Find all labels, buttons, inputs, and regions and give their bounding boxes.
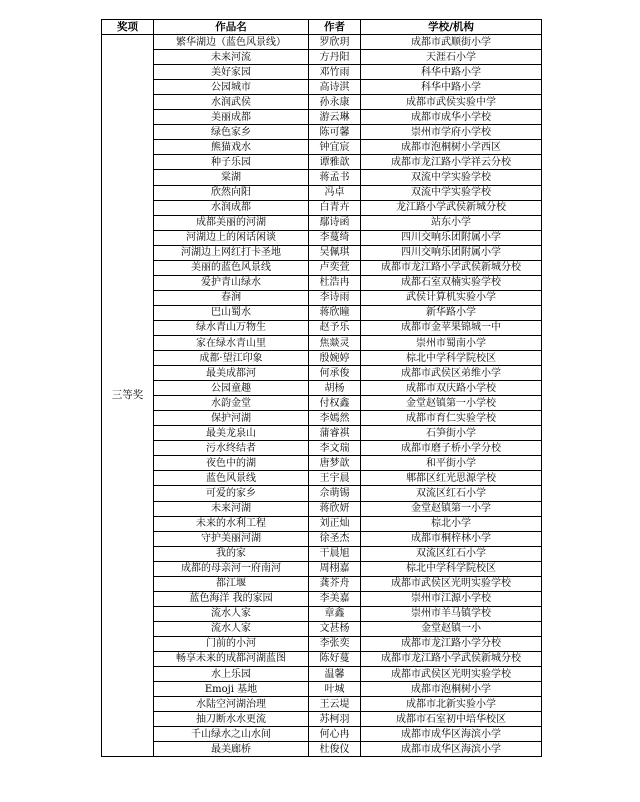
author-cell: 胡杨	[309, 381, 361, 396]
table-row	[102, 230, 542, 245]
table-row	[102, 501, 542, 516]
work-title-cell: 畅享未来的成都河湖蓝图	[154, 651, 309, 666]
table-row	[102, 80, 542, 95]
work-title-cell: 抽刀断水水更流	[154, 712, 309, 727]
work-title-cell: 守护美丽河湖	[154, 531, 309, 546]
school-cell: 成都市龙江路小学武侯新城分校	[361, 651, 542, 666]
author-cell: 赵予乐	[309, 320, 361, 335]
school-cell: 四川交响乐团附属小学	[361, 230, 542, 245]
school-cell: 成都市双庆路小学校	[361, 381, 542, 396]
table-row	[102, 396, 542, 411]
school-cell: 成都市武侯区弟维小学	[361, 366, 542, 381]
work-title-cell: 千山绿水之山水间	[154, 727, 309, 742]
work-title-cell: 未来河流	[154, 50, 309, 65]
table-row	[102, 727, 542, 742]
award-level-cell: 三等奖	[102, 35, 154, 757]
work-title-cell: 公园童趣	[154, 381, 309, 396]
work-title-cell: 巴山蜀水	[154, 305, 309, 320]
work-title-cell: 水润成都	[154, 200, 309, 215]
school-cell: 科华中路小学	[361, 65, 542, 80]
table-row	[102, 636, 542, 651]
author-cell: 唐梦歆	[309, 456, 361, 471]
author-cell: 佘萌锡	[309, 486, 361, 501]
school-cell: 新华路小学	[361, 305, 542, 320]
author-cell: 刘正灿	[309, 516, 361, 531]
author-cell: 陈可馨	[309, 125, 361, 140]
table-row	[102, 486, 542, 501]
work-title-cell: 蓝色风景线	[154, 471, 309, 486]
table-row	[102, 742, 542, 757]
school-cell: 石笋街小学	[361, 426, 542, 441]
school-cell: 成都石室双楠实验学校	[361, 275, 542, 290]
author-cell: 高诗淇	[309, 80, 361, 95]
table-row	[102, 471, 542, 486]
work-title-cell: 未来的水利工程	[154, 516, 309, 531]
school-cell: 天涯石小学	[361, 50, 542, 65]
work-title-cell: 水陆空河湖治理	[154, 697, 309, 712]
school-cell: 成都市育仁实验学校	[361, 411, 542, 426]
header-award: 奖项	[102, 20, 154, 35]
work-title-cell: 成都的母亲河一府南河	[154, 561, 309, 576]
author-cell: 温馨	[309, 667, 361, 682]
table-row	[102, 335, 542, 350]
author-cell: 焦燚灵	[309, 335, 361, 350]
school-cell: 双流区红石小学	[361, 486, 542, 501]
table-row	[102, 110, 542, 125]
school-cell: 成都市石室初中培华校区	[361, 712, 542, 727]
table-row	[102, 381, 542, 396]
author-cell: 孙永康	[309, 95, 361, 110]
work-title-cell: 未来河湖	[154, 501, 309, 516]
table-row	[102, 546, 542, 561]
table-row	[102, 35, 542, 50]
table-row	[102, 260, 542, 275]
table-row	[102, 411, 542, 426]
work-title-cell: 保护河湖	[154, 411, 309, 426]
author-cell: 游云琳	[309, 110, 361, 125]
table-row	[102, 621, 542, 636]
author-cell: 王宇晨	[309, 471, 361, 486]
work-title-cell: 流水人家	[154, 621, 309, 636]
school-cell: 成都市武顺街小学	[361, 35, 542, 50]
school-cell: 双流中学实验学校	[361, 170, 542, 185]
work-title-cell: 水韵金堂	[154, 396, 309, 411]
author-cell: 周栩嘉	[309, 561, 361, 576]
school-cell: 成都市武侯实验中学	[361, 95, 542, 110]
table-row	[102, 697, 542, 712]
table-row	[102, 95, 542, 110]
author-cell: 谭雅歆	[309, 155, 361, 170]
work-title-cell: 河湖边上网红打卡圣地	[154, 245, 309, 260]
school-cell: 四川交响乐团附属小学	[361, 245, 542, 260]
author-cell: 文甚杨	[309, 621, 361, 636]
table-row	[102, 50, 542, 65]
school-cell: 崇州市学府小学校	[361, 125, 542, 140]
author-cell: 邓竹雨	[309, 65, 361, 80]
author-cell: 陈好蔓	[309, 651, 361, 666]
author-cell: 蒋孟书	[309, 170, 361, 185]
work-title-cell: 最美廊桥	[154, 742, 309, 757]
table-row	[102, 275, 542, 290]
work-title-cell: 春涧	[154, 290, 309, 305]
table-row	[102, 667, 542, 682]
work-title-cell: Emoji 基地	[154, 682, 309, 697]
table-row	[102, 185, 542, 200]
school-cell: 双流区红石小学	[361, 546, 542, 561]
table-body	[102, 35, 542, 757]
work-title-cell: 欣然向阳	[154, 185, 309, 200]
school-cell: 成都市龙江路小学武侯新城分校	[361, 260, 542, 275]
author-cell: 龚芥舟	[309, 576, 361, 591]
work-title-cell: 可爱的家乡	[154, 486, 309, 501]
header-work: 作品名	[154, 20, 309, 35]
school-cell: 成都市武侯区光明实验学校	[361, 667, 542, 682]
school-cell: 成都市龙江路小学分校	[361, 636, 542, 651]
school-cell: 成都市泡桐树小学西区	[361, 140, 542, 155]
work-title-cell: 河湖边上的闲话闲谈	[154, 230, 309, 245]
author-cell: 徐圣杰	[309, 531, 361, 546]
school-cell: 龙江路小学武侯新城分校	[361, 200, 542, 215]
author-cell: 吴佩琪	[309, 245, 361, 260]
work-title-cell: 成都·望江印象	[154, 351, 309, 366]
author-cell: 叶城	[309, 682, 361, 697]
work-title-cell: 蓝色海洋 我的家园	[154, 591, 309, 606]
author-cell: 鄢诗函	[309, 215, 361, 230]
author-cell: 李文瑞	[309, 441, 361, 456]
school-cell: 郫都区红光思源学校	[361, 471, 542, 486]
author-cell: 卢奕萱	[309, 260, 361, 275]
work-title-cell: 都江堰	[154, 576, 309, 591]
work-title-cell: 爱护青山绿水	[154, 275, 309, 290]
table-row	[102, 351, 542, 366]
school-cell: 成都市金苹果锦城一中	[361, 320, 542, 335]
table-row	[102, 561, 542, 576]
author-cell: 杜浩冉	[309, 275, 361, 290]
work-title-cell: 污水终结者	[154, 441, 309, 456]
author-cell: 殷婉婷	[309, 351, 361, 366]
school-cell: 成都市磨子桥小学分校	[361, 441, 542, 456]
work-title-cell: 流水人家	[154, 606, 309, 621]
school-cell: 武侯计算机实验小学	[361, 290, 542, 305]
school-cell: 金堂赵镇第一小学	[361, 501, 542, 516]
table-row	[102, 65, 542, 80]
table-row	[102, 215, 542, 230]
table-row	[102, 576, 542, 591]
header-row	[102, 20, 542, 35]
work-title-cell: 水润武侯	[154, 95, 309, 110]
author-cell: 蒲睿祺	[309, 426, 361, 441]
school-cell: 站东小学	[361, 215, 542, 230]
work-title-cell: 种子乐园	[154, 155, 309, 170]
work-title-cell: 美好家园	[154, 65, 309, 80]
author-cell: 李蔓绮	[309, 230, 361, 245]
table-row	[102, 320, 542, 335]
school-cell: 金堂赵镇第一小学校	[361, 396, 542, 411]
author-cell: 钟宜宸	[309, 140, 361, 155]
work-title-cell: 美丽成都	[154, 110, 309, 125]
author-cell: 李诗雨	[309, 290, 361, 305]
work-title-cell: 最美龙泉山	[154, 426, 309, 441]
table-row	[102, 426, 542, 441]
school-cell: 崇州市江源小学校	[361, 591, 542, 606]
work-title-cell: 棠湖	[154, 170, 309, 185]
school-cell: 科华中路小学	[361, 80, 542, 95]
author-cell: 李美嘉	[309, 591, 361, 606]
school-cell: 成都市成华小学校	[361, 110, 542, 125]
author-cell: 杜俊仪	[309, 742, 361, 757]
table-row	[102, 125, 542, 140]
work-title-cell: 成都美丽的河湖	[154, 215, 309, 230]
table-row	[102, 200, 542, 215]
table-row	[102, 591, 542, 606]
school-cell: 和平街小学	[361, 456, 542, 471]
author-cell: 李张奕	[309, 636, 361, 651]
author-cell: 王云堤	[309, 697, 361, 712]
author-cell: 何承俊	[309, 366, 361, 381]
school-cell: 成都市成华区海滨小学	[361, 727, 542, 742]
work-title-cell: 门前的小河	[154, 636, 309, 651]
awards-table	[101, 19, 542, 757]
work-title-cell: 绿色家乡	[154, 125, 309, 140]
author-cell: 何心冉	[309, 727, 361, 742]
school-cell: 棕北小学	[361, 516, 542, 531]
school-cell: 金堂赵镇一小	[361, 621, 542, 636]
work-title-cell: 公园城市	[154, 80, 309, 95]
school-cell: 双流中学实验学校	[361, 185, 542, 200]
author-cell: 蒋欣瞳	[309, 305, 361, 320]
table-row	[102, 651, 542, 666]
table-row	[102, 516, 542, 531]
table-row	[102, 140, 542, 155]
school-cell: 棕北中学科学院校区	[361, 351, 542, 366]
author-cell: 付权鑫	[309, 396, 361, 411]
work-title-cell: 繁华湖边（蓝色风景线）	[154, 35, 309, 50]
table-row	[102, 456, 542, 471]
work-title-cell: 最美成都河	[154, 366, 309, 381]
author-cell: 章鑫	[309, 606, 361, 621]
table-row	[102, 155, 542, 170]
table-row	[102, 531, 542, 546]
table-row	[102, 366, 542, 381]
school-cell: 棕北中学科学院校区	[361, 561, 542, 576]
table-row	[102, 305, 542, 320]
author-cell: 李嫣然	[309, 411, 361, 426]
table-row	[102, 682, 542, 697]
table-row	[102, 290, 542, 305]
school-cell: 成都市桐梓林小学	[361, 531, 542, 546]
school-cell: 成都市成华区海滨小学	[361, 742, 542, 757]
work-title-cell: 水上乐园	[154, 667, 309, 682]
work-title-cell: 熊猫戏水	[154, 140, 309, 155]
table-row	[102, 712, 542, 727]
school-cell: 崇州市蜀南小学	[361, 335, 542, 350]
author-cell: 蒋欣妍	[309, 501, 361, 516]
school-cell: 崇州市羊马镇学校	[361, 606, 542, 621]
work-title-cell: 家在绿水青山里	[154, 335, 309, 350]
work-title-cell: 夜色中的湖	[154, 456, 309, 471]
author-cell: 罗欣玥	[309, 35, 361, 50]
author-cell: 冯卓	[309, 185, 361, 200]
work-title-cell: 绿水青山万物生	[154, 320, 309, 335]
school-cell: 成都市武侯区光明实验学校	[361, 576, 542, 591]
work-title-cell: 美丽的蓝色风景线	[154, 260, 309, 275]
author-cell: 苏柯羽	[309, 712, 361, 727]
author-cell: 白青卉	[309, 200, 361, 215]
header-school: 学校/机构	[361, 20, 542, 35]
table-row	[102, 170, 542, 185]
table-row	[102, 441, 542, 456]
school-cell: 成都市龙江路小学祥云分校	[361, 155, 542, 170]
table-row	[102, 245, 542, 260]
author-cell: 方丹阳	[309, 50, 361, 65]
school-cell: 成都市北新实验小学	[361, 697, 542, 712]
header-author: 作者	[309, 20, 361, 35]
author-cell: 干晨旭	[309, 546, 361, 561]
work-title-cell: 我的家	[154, 546, 309, 561]
table-row	[102, 606, 542, 621]
school-cell: 成都市泡桐树小学	[361, 682, 542, 697]
